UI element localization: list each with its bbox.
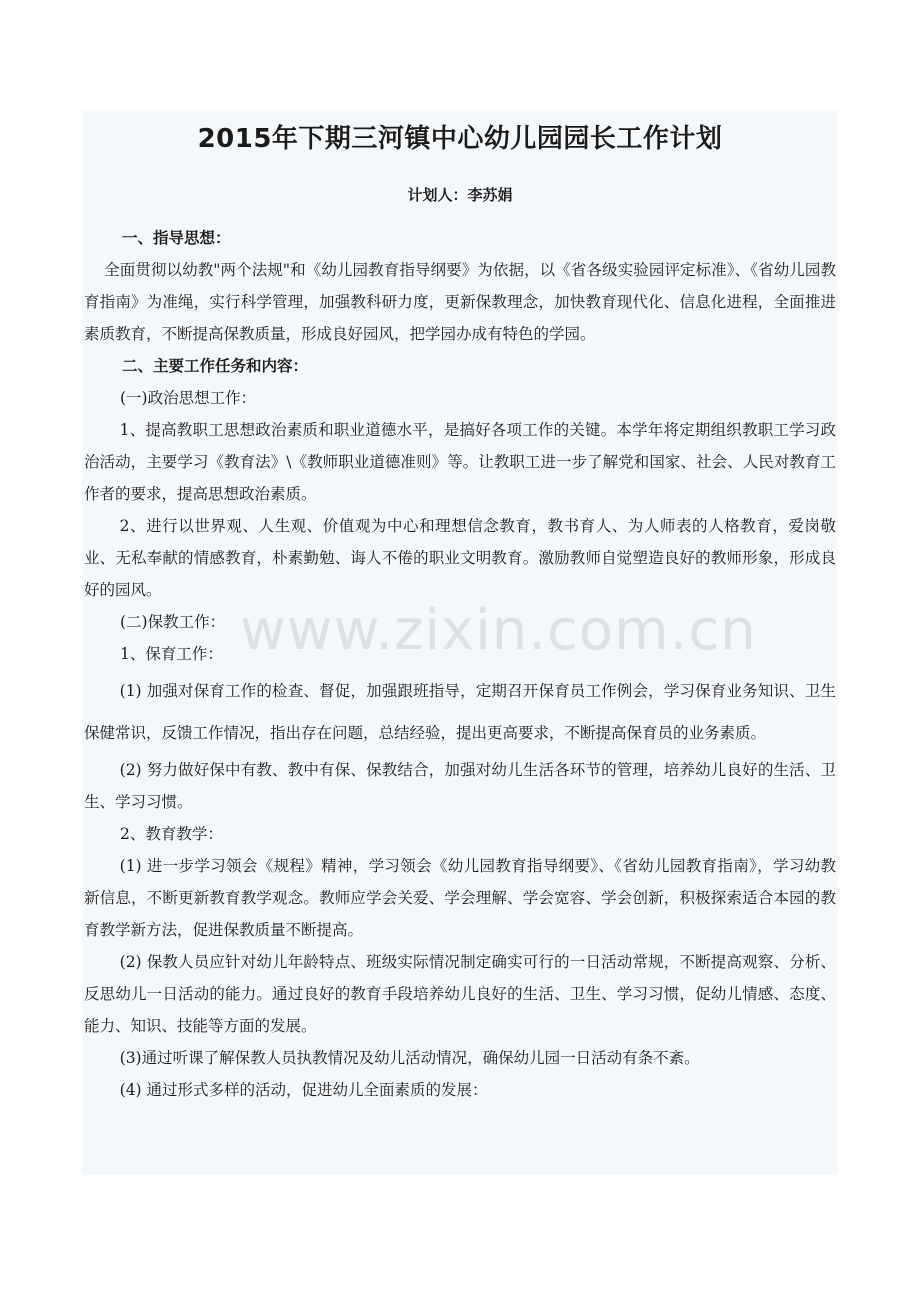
paragraph: (2) 努力做好保中有教、教中有保、保教结合，加强对幼儿生活各环节的管理，培养幼儿良好的生活、卫生、学习习惯。 — [84, 761, 836, 811]
subheading-care-education: (二)保教工作： — [120, 613, 226, 631]
paragraph: (3)通过听课了解保教人员执教情况及幼儿活动情况，确保幼儿园一日活动有条不紊。 — [119, 1049, 700, 1067]
subheading-childcare: 1、保育工作： — [120, 645, 223, 663]
paragraph: 1、提高教职工思想政治素质和职业道德水平，是搞好各项工作的关键。本学年将定期组织教职工学习政治活动，主要学习《教育法》\《教师职业道德准则》等。让教职工进一步了解党和国家、社会、人民对教育工作者的要求，提高思想政治素质。 — [84, 421, 836, 503]
watermark: www.zixin.com.cn — [240, 598, 757, 663]
paragraph: (4) 通过形式多样的活动，促进幼儿全面素质的发展： — [119, 1081, 488, 1099]
document-title: 2015年下期三河镇中心幼儿园园长工作计划 — [197, 124, 723, 154]
document-body — [84, 222, 836, 1106]
subheading-teaching: 2、教育教学： — [120, 825, 223, 843]
paragraph: (1) 加强对保育工作的检查、督促，加强跟班指导，定期召开保育员工作例会，学习保育业务知识、卫生保健常识，反馈工作情况，指出存在问题，总结经验，提出更高要求，不断提高保育员的业务素质。 — [84, 682, 836, 742]
section-heading-main-tasks: 二、主要工作任务和内容： — [122, 357, 309, 375]
section-heading-guiding-ideology: 一、指导思想： — [122, 229, 231, 247]
document-author: 计划人：李苏娟 — [407, 186, 513, 204]
document-page — [82, 110, 838, 1175]
paragraph: (1) 进一步学习领会《规程》精神，学习领会《幼儿园教育指导纲要》、《省幼儿园教育指南》，学习幼教新信息，不断更新教育教学观念。教师应学会关爱、学会理解、学会宽容、学会创新，积极探索适合本园的教育教学新方法，促进保教质量不断提高。 — [84, 857, 836, 939]
paragraph: 2、进行以世界观、人生观、价值观为中心和理想信念教育，教书育人、为人师表的人格教育，爱岗敬业、无私奉献的情感教育，朴素勤勉、诲人不倦的职业文明教育。激励教师自觉塑造良好的教师形象，形成良好的园风。 — [84, 517, 836, 599]
subheading-political-work: (一)政治思想工作： — [120, 389, 257, 407]
paragraph: (2) 保教人员应针对幼儿年龄特点、班级实际情况制定确实可行的一日活动常规，不断提高观察、分析、反思幼儿一日活动的能力。通过良好的教育手段培养幼儿良好的生活、卫生、学习习惯，促幼儿情感、态度、能力、知识、技能等方面的发展。 — [84, 953, 836, 1035]
paragraph: 全面贯彻以幼教"两个法规"和《幼儿园教育指导纲要》为依据，以《省各级实验园评定标准》、《省幼儿园教育指南》为准绳，实行科学管理，加强教科研力度，更新保教理念，加快教育现代化、信息化进程，全面推进素质教育，不断提高保教质量，形成良好园风，把学园办成有特色的学园。 — [84, 261, 836, 343]
